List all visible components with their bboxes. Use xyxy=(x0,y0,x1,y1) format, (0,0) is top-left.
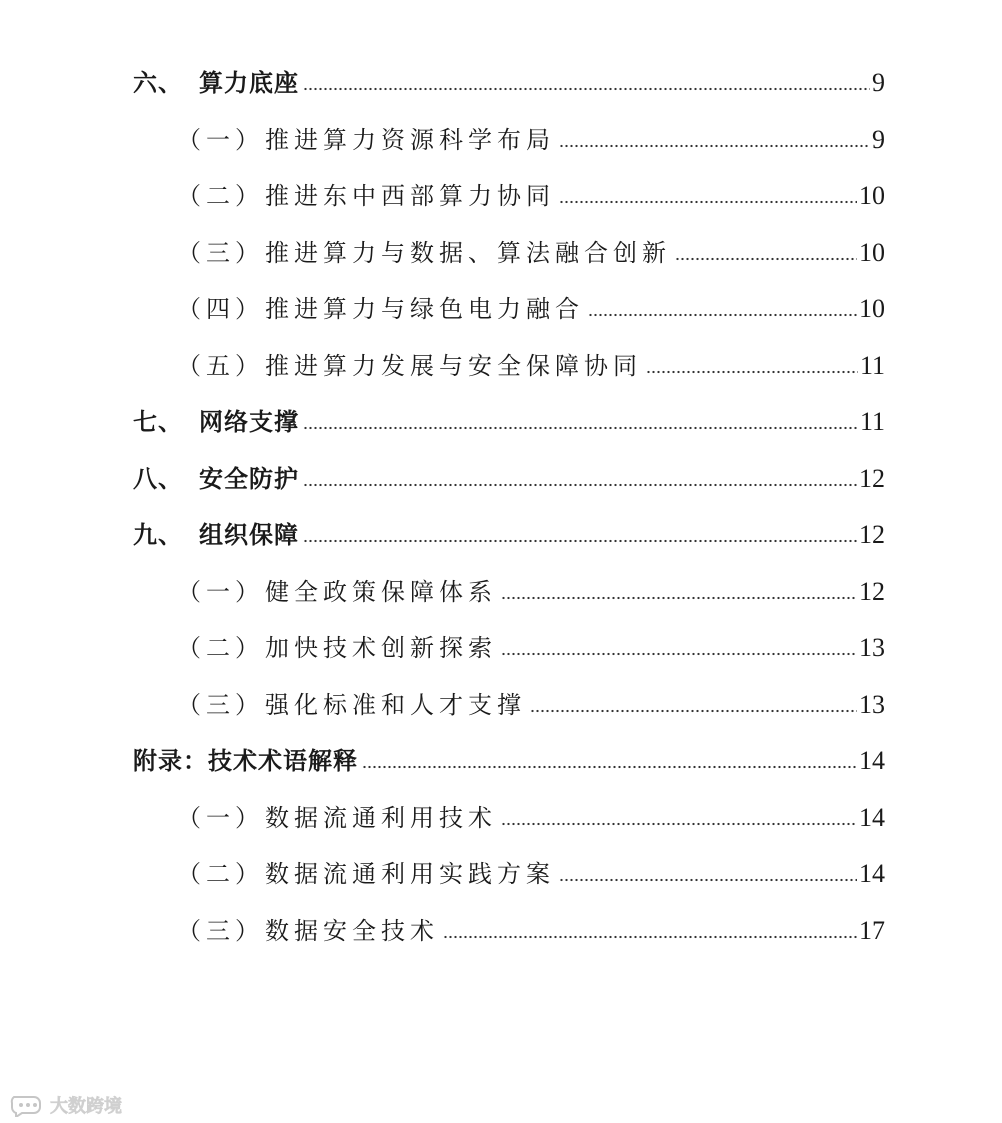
toc-entry-title: 数据流通利用实践方案 xyxy=(265,860,555,888)
toc-entry[interactable] xyxy=(0,284,1002,324)
toc-entry-page: 12 xyxy=(859,577,885,606)
toc-entry-title: 健全政策保障体系 xyxy=(265,578,497,606)
toc-entry-page: 14 xyxy=(859,859,885,888)
toc-entry-title: 推进东中西部算力协同 xyxy=(265,182,555,210)
toc-entry[interactable] xyxy=(0,736,1002,776)
toc-entry[interactable] xyxy=(0,510,1002,550)
toc-entry-label xyxy=(177,294,584,324)
toc-entry-page: 12 xyxy=(859,464,885,493)
toc-entry[interactable] xyxy=(0,115,1002,155)
toc-entry-page: 13 xyxy=(859,690,885,719)
dot-leader xyxy=(588,312,857,318)
watermark xyxy=(8,1092,122,1118)
toc-entry-title: 组织保障 xyxy=(199,521,299,549)
toc-entry-number: （三） xyxy=(177,917,264,945)
toc-entry[interactable] xyxy=(0,171,1002,211)
toc-entry-number: 七、 xyxy=(133,408,183,436)
toc-entry-label xyxy=(177,577,497,607)
dot-leader xyxy=(303,482,857,488)
toc-entry-label xyxy=(133,746,358,776)
toc-entry-label xyxy=(133,464,299,494)
toc-entry-number: 九、 xyxy=(133,521,183,549)
toc-entry[interactable] xyxy=(0,567,1002,607)
toc-entry[interactable] xyxy=(0,397,1002,437)
toc-entry-page: 17 xyxy=(859,916,885,945)
toc-entry-title: 数据安全技术 xyxy=(265,917,439,945)
toc-entry-page: 10 xyxy=(859,294,885,323)
toc-entry-label xyxy=(177,633,497,663)
dot-leader xyxy=(501,821,857,827)
toc-entry-page: 14 xyxy=(859,746,885,775)
toc-entry-page: 12 xyxy=(859,520,885,549)
toc-entry-number: 六、 xyxy=(133,69,183,97)
toc-entry-number: 八、 xyxy=(133,465,183,493)
toc-entry-label xyxy=(133,407,299,437)
toc-entry[interactable] xyxy=(0,849,1002,889)
toc-entry-label xyxy=(177,238,671,268)
toc-entry-label xyxy=(177,125,555,155)
toc-entry-title: 网络支撑 xyxy=(199,408,299,436)
dot-leader xyxy=(559,143,870,149)
toc-entry-number: （一） xyxy=(177,578,264,606)
toc-entry[interactable] xyxy=(0,680,1002,720)
toc-entry-number: （二） xyxy=(177,634,264,662)
toc-entry-page: 10 xyxy=(859,181,885,210)
dot-leader xyxy=(646,369,858,375)
dot-leader xyxy=(303,425,858,431)
dot-leader xyxy=(501,651,857,657)
toc-entry[interactable] xyxy=(0,906,1002,946)
toc-entry-number: （四） xyxy=(177,295,264,323)
dot-leader xyxy=(501,595,857,601)
toc-entry[interactable] xyxy=(0,341,1002,381)
dot-leader xyxy=(559,199,857,205)
toc-entry-title: 加快技术创新探索 xyxy=(265,634,497,662)
toc-entry-label xyxy=(177,916,439,946)
dot-leader xyxy=(443,934,857,940)
toc-entry-title: 安全防护 xyxy=(199,465,299,493)
watermark-text: 大数跨境 xyxy=(50,1096,122,1117)
toc-entry-title: 数据流通利用技术 xyxy=(265,804,497,832)
toc-entry-title: 算力底座 xyxy=(199,69,299,97)
dot-leader xyxy=(675,256,857,262)
toc-entry-label xyxy=(177,351,642,381)
toc-entry-number: （五） xyxy=(177,352,264,380)
toc-entry-label xyxy=(133,520,299,550)
toc-entry-title: 强化标准和人才支撑 xyxy=(265,691,526,719)
toc-entry-label xyxy=(177,690,526,720)
toc-entry-label xyxy=(177,859,555,889)
toc-entry-title: 推进算力资源科学布局 xyxy=(265,126,555,154)
toc-entry-number: （二） xyxy=(177,860,264,888)
toc-entry-label xyxy=(177,803,497,833)
toc-entry-page: 10 xyxy=(859,238,885,267)
toc-entry-number: （一） xyxy=(177,126,264,154)
toc-entry-title: 推进算力与数据、算法融合创新 xyxy=(265,239,671,267)
toc-entry-title: 推进算力与绿色电力融合 xyxy=(265,295,584,323)
toc-entry-number: （一） xyxy=(177,804,264,832)
dot-leader xyxy=(559,877,857,883)
toc-entry-page: 14 xyxy=(859,803,885,832)
toc-entry-page: 13 xyxy=(859,633,885,662)
toc-entry[interactable] xyxy=(0,228,1002,268)
toc-entry-label xyxy=(133,68,299,98)
toc-entry-number: （二） xyxy=(177,182,264,210)
toc-entry-page: 11 xyxy=(859,407,885,436)
toc-entry-title: 附录：技术术语解释 xyxy=(133,747,358,775)
dot-leader xyxy=(303,538,857,544)
toc-entry[interactable] xyxy=(0,793,1002,833)
toc-entry-page: 11 xyxy=(859,351,885,380)
speech-bubble-logo-icon xyxy=(8,1093,46,1117)
toc-entry-page: 9 xyxy=(872,68,885,97)
toc-entry-title: 推进算力发展与安全保障协同 xyxy=(265,352,642,380)
toc-entry-page: 9 xyxy=(872,125,885,154)
dot-leader xyxy=(362,764,857,770)
toc-entry[interactable] xyxy=(0,454,1002,494)
toc-entry-number: （三） xyxy=(177,691,264,719)
toc-entry-label xyxy=(177,181,555,211)
dot-leader xyxy=(303,86,870,92)
toc-entry[interactable] xyxy=(0,623,1002,663)
toc-entry-number: （三） xyxy=(177,239,264,267)
dot-leader xyxy=(530,708,857,714)
toc-entry[interactable] xyxy=(0,58,1002,98)
